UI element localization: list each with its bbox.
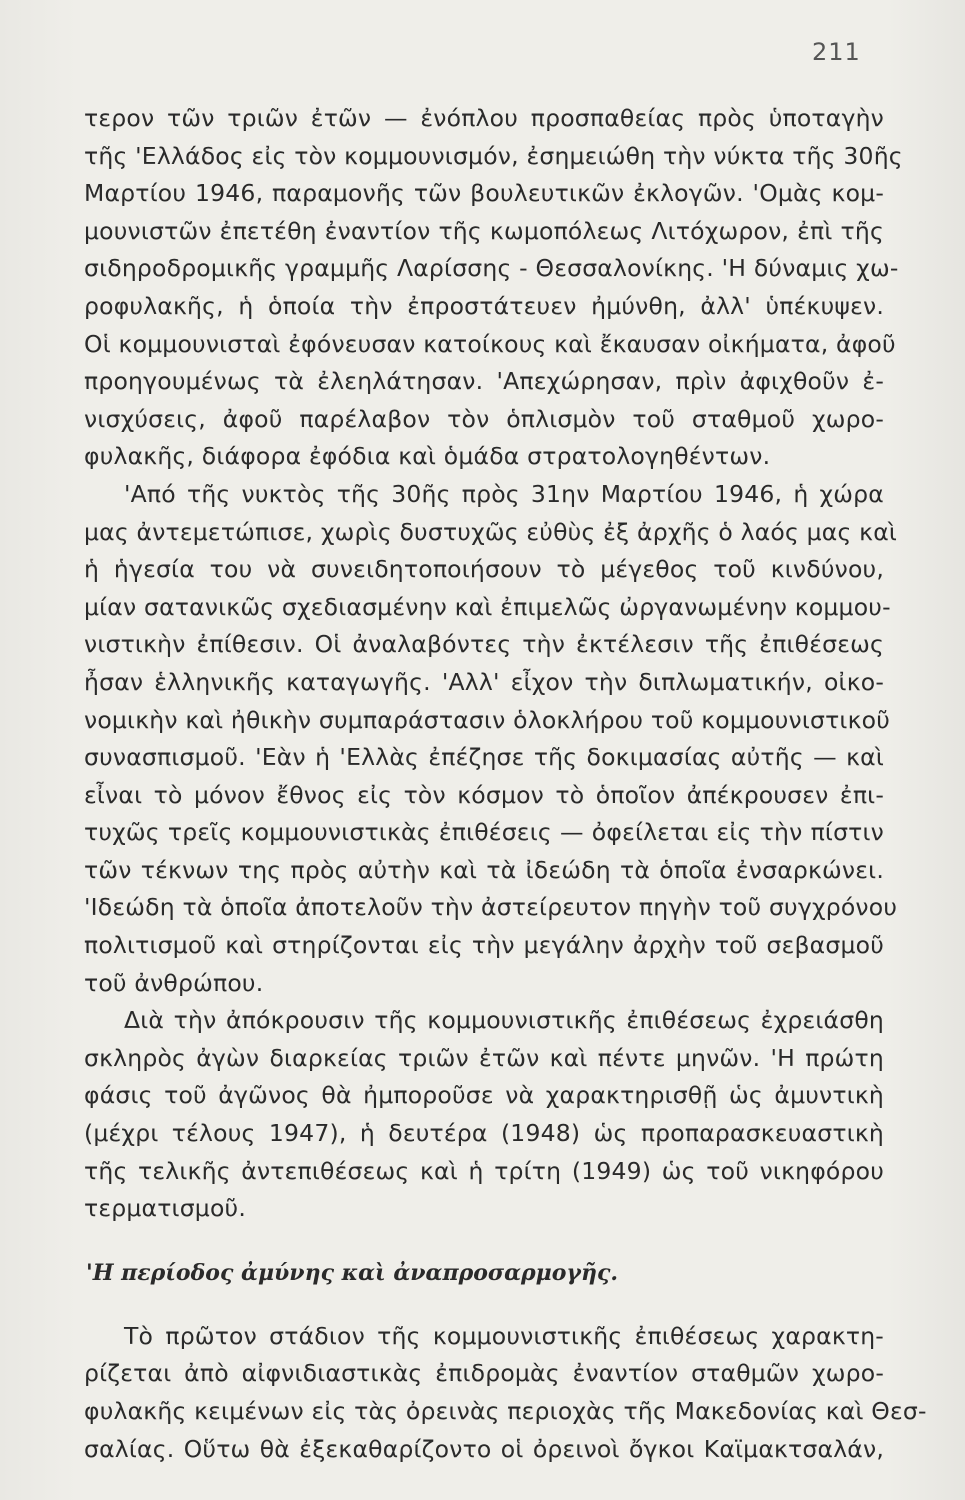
- text-line: τερματισμοῦ.: [84, 1194, 247, 1223]
- text-line: νισχύσεις, ἀφοῦ παρέλαβον τὸν ὁπλισμὸν τοῦ σταθμοῦ χωρο-: [84, 404, 884, 433]
- text-line: πολιτισμοῦ καὶ στηρίζονται εἰς τὴν μεγάλην ἀρχὴν τοῦ σεβασμοῦ: [84, 931, 884, 960]
- page-number: 211: [812, 38, 861, 66]
- text-line: Μαρτίου 1946, παραμονῆς τῶν βουλευτικῶν ἐκλογῶν. 'Ομὰς κομ-: [84, 179, 884, 208]
- paragraph: [84, 100, 903, 476]
- paragraph: [84, 1002, 884, 1228]
- text-line: τῆς τελικῆς ἀντεπιθέσεως καὶ ἡ τρίτη (1949) ὡς τοῦ νικηφόρου: [84, 1156, 884, 1185]
- text-line: φυλακῆς, διάφορα ἐφόδια καὶ ὁμάδα στρατολογηθέντων.: [84, 442, 771, 471]
- text-line: 'Ιδεώδη τὰ ὁποῖα ἀποτελοῦν τὴν ἀστείρευτον πηγὴν τοῦ συγχρόνου: [84, 893, 898, 922]
- text-line: τῶν τέκνων της πρὸς αὐτὴν καὶ τὰ ἰδεώδη τὰ ὁποῖα ἐνσαρκώνει.: [84, 855, 884, 884]
- text-line: Τὸ πρῶτον στάδιον τῆς κομμουνιστικῆς ἐπιθέσεως χαρακτη-: [124, 1321, 884, 1350]
- section-heading: 'Η περίοδος ἀμύνης καὶ ἀναπροσαρμογῆς.: [86, 1259, 619, 1286]
- text-line: σαλίας. Οὕτω θὰ ἐξεκαθαρίζοντο οἱ ὀρεινοὶ ὄγκοι Καϊμακτσαλάν,: [84, 1434, 884, 1463]
- body-text: [84, 100, 927, 1468]
- text-line: φυλακῆς κειμένων εἰς τὰς ὀρεινὰς περιοχὰς τῆς Μακεδονίας καὶ Θεσ-: [84, 1397, 927, 1425]
- text-line: μουνιστῶν ἐπετέθη ἐναντίον τῆς κωμοπόλεως Λιτόχωρον, ἐπὶ τῆς: [84, 216, 884, 245]
- text-line: ρίζεται ἀπὸ αἰφνιδιαστικὰς ἐπιδρομὰς ἐναντίον σταθμῶν χωρο-: [84, 1359, 884, 1388]
- spacer: [84, 1228, 884, 1250]
- text-line: ἡ ἡγεσία του νὰ συνειδητοποιήσουν τὸ μέγεθος τοῦ κινδύνου,: [84, 555, 884, 584]
- text-line: μίαν σατανικῶς σχεδιασμένην καὶ ἐπιμελῶς ὠργανωμένην κομμου-: [84, 592, 891, 621]
- spacer: [84, 1296, 884, 1318]
- text-line: σκληρὸς ἀγὼν διαρκείας τριῶν ἐτῶν καὶ πέντε μηνῶν. 'Η πρώτη: [84, 1043, 884, 1072]
- text-line: νιστικὴν ἐπίθεσιν. Οἱ ἀναλαβόντες τὴν ἐκτέλεσιν τῆς ἐπιθέσεως: [84, 630, 884, 659]
- text-line: Οἱ κομμουνισταὶ ἐφόνευσαν κατοίκους καὶ ἔκαυσαν οἰκήματα, ἀφοῦ: [84, 329, 896, 358]
- text-line: 'Από τῆς νυκτὸς τῆς 30ῆς πρὸς 31ην Μαρτίου 1946, ἡ χώρα: [124, 479, 884, 508]
- paragraph: [84, 476, 898, 1002]
- text-line: τυχῶς τρεῖς κομμουνιστικὰς ἐπιθέσεις — ὀφείλεται εἰς τὴν πίστιν: [84, 818, 884, 847]
- paragraph: [84, 1318, 927, 1468]
- text-line: τῆς 'Ελλάδος εἰς τὸν κομμουνισμόν, ἐσημειώθη τὴν νύκτα τῆς 30ῆς: [84, 141, 903, 170]
- text-line: τοῦ ἀνθρώπου.: [84, 968, 264, 997]
- text-line: συνασπισμοῦ. 'Εὰν ἡ 'Ελλὰς ἐπέζησε τῆς δοκιμασίας αὐτῆς — καὶ: [84, 743, 884, 772]
- text-line: (μέχρι τέλους 1947), ἡ δευτέρα (1948) ὡς προπαρασκευαστικὴ: [84, 1119, 884, 1148]
- text-line: Διὰ τὴν ἀπόκρουσιν τῆς κομμουνιστικῆς ἐπιθέσεως ἐχρειάσθη: [124, 1006, 884, 1035]
- text-line: φάσις τοῦ ἀγῶνος θὰ ἠμποροῦσε νὰ χαρακτηρισθῇ ὡς ἀμυντικὴ: [84, 1081, 884, 1110]
- text-line: προηγουμένως τὰ ἐλεηλάτησαν. 'Απεχώρησαν, πρὶν ἀφιχθοῦν ἐ-: [84, 367, 884, 396]
- text-line: σιδηροδρομικῆς γραμμῆς Λαρίσσης - Θεσσαλονίκης. 'Η δύναμις χω-: [84, 254, 899, 283]
- text-line: τερον τῶν τριῶν ἐτῶν — ἐνόπλου προσπαθείας πρὸς ὑποταγὴν: [84, 104, 884, 132]
- text-line: ἦσαν ἑλληνικῆς καταγωγῆς. 'Αλλ' εἶχον τὴν διπλωματικήν, οἰκο-: [84, 667, 884, 696]
- text-line: εἶναι τὸ μόνον ἔθνος εἰς τὸν κόσμον τὸ ὁποῖον ἀπέκρουσεν ἐπι-: [84, 780, 884, 809]
- text-line: νομικὴν καὶ ἠθικὴν συμπαράστασιν ὁλοκλήρου τοῦ κομμουνιστικοῦ: [84, 705, 891, 734]
- text-line: μας ἀντεμετώπισε, χωρὶς δυστυχῶς εὐθὺς ἐξ ἀρχῆς ὁ λαός μας καὶ: [84, 517, 898, 546]
- text-line: ροφυλακῆς, ἡ ὁποία τὴν ἐπροστάτευεν ἠμύνθη, ἀλλ' ὑπέκυψεν.: [84, 291, 884, 320]
